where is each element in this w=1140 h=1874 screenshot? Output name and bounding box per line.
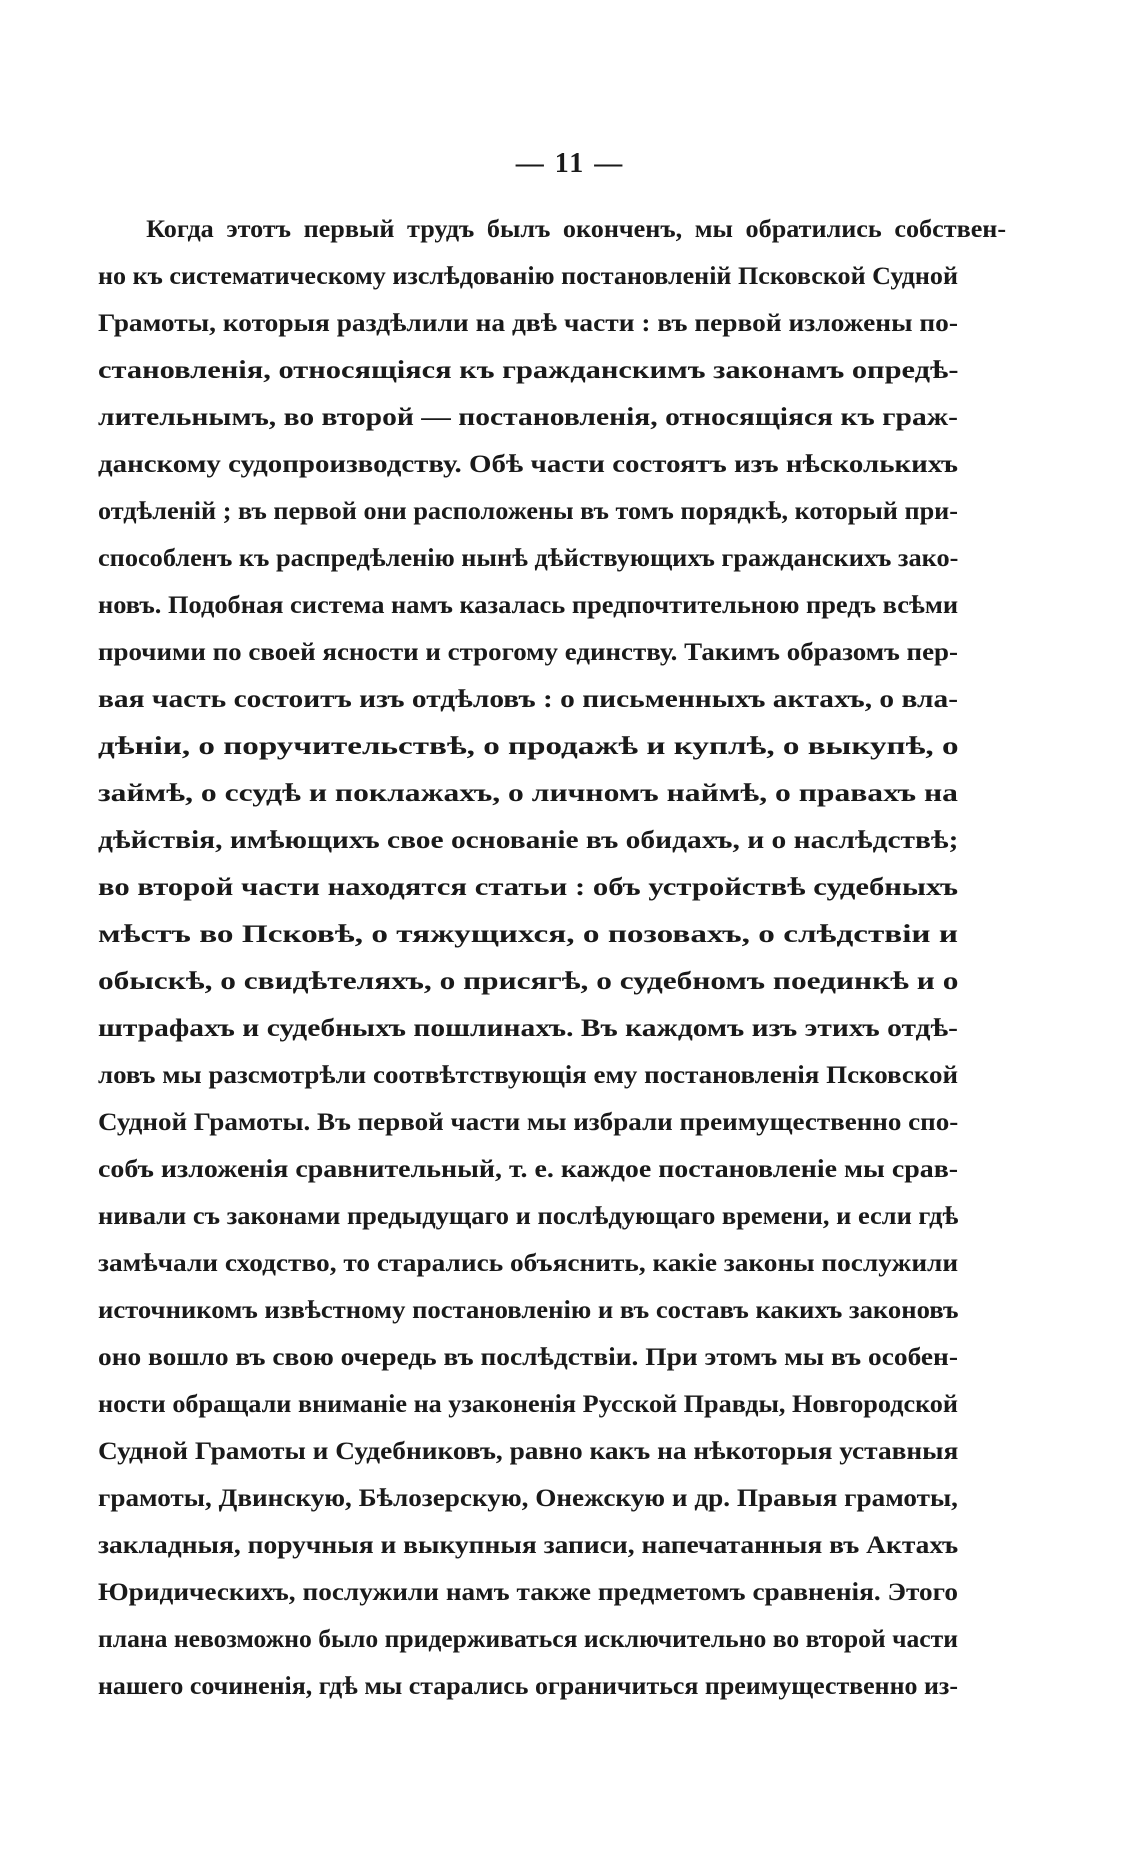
text-line: но къ систематическому изслѣдованію постановленій Псковской Судной — [98, 263, 958, 290]
text-line: источникомъ извѣстному постановленію и въ составъ какихъ законовъ — [98, 1297, 959, 1324]
text-line: плана невозможно было придерживаться исключительно во второй части — [98, 1626, 958, 1653]
text-line: прочими по своей ясности и строгому единству. Такимъ образомъ пер- — [98, 639, 959, 666]
text-line: во второй части находятся статьи : объ устройствѣ судебныхъ — [98, 874, 958, 901]
text-line: отдѣленій ; въ первой они расположены въ томъ порядкѣ, который при- — [98, 498, 959, 525]
text-line: Судной Грамоты и Судебниковъ, равно какъ на нѣкоторыя уставныя — [98, 1438, 959, 1465]
text-line: новъ. Подобная система намъ казалась предпочтительною предъ всѣми — [98, 592, 959, 619]
text-line: лительнымъ, во второй — постановленія, относящіяся къ граж- — [98, 404, 958, 431]
text-line: мѣстъ во Псковѣ, о тяжущихся, о позовахъ, о слѣдствіи и — [98, 921, 959, 948]
text-line: Судной Грамоты. Въ первой части мы избрали преимущественно спо- — [98, 1109, 959, 1136]
page-number: — 11 — — [515, 148, 625, 179]
text-line: Грамоты, которыя раздѣлили на двѣ части : въ первой изложены по- — [98, 310, 958, 337]
text-line: нивали съ законами предыдущаго и послѣдующаго времени, и если гдѣ — [98, 1203, 959, 1230]
text-line: ловъ мы разсмотрѣли соотвѣтствующія ему постановленія Псковской — [98, 1062, 959, 1089]
text-line: ности обращали вниманіе на узаконенія Русской Правды, Новгородской — [98, 1391, 958, 1418]
text-line: Когда этотъ первый трудъ былъ оконченъ, мы обратились собствен- — [146, 216, 1007, 243]
text-line: штрафахъ и судебныхъ пошлинахъ. Въ каждомъ изъ этихъ отдѣ- — [98, 1015, 959, 1042]
text-line: дѣніи, о поручительствѣ, о продажѣ и куплѣ, о выкупѣ, о — [98, 733, 959, 760]
text-line: займѣ, о ссудѣ и поклажахъ, о личномъ наймѣ, о правахъ на — [98, 780, 958, 807]
text-line: обыскѣ, о свидѣтеляхъ, о присягѣ, о судебномъ поединкѣ и о — [98, 968, 959, 995]
text-line: замѣчали сходство, то старались объяснить, какіе законы послужили — [98, 1250, 959, 1277]
text-line: дѣйствія, имѣющихъ свое основаніе въ обидахъ, и о наслѣдствѣ; — [98, 827, 959, 854]
text-line: становленія, относящіяся къ гражданскимъ законамъ опредѣ- — [98, 357, 959, 384]
text-line: нашего сочиненія, гдѣ мы старались ограничиться преимущественно из- — [98, 1673, 958, 1700]
text-line: грамоты, Двинскую, Бѣлозерскую, Онежскую и др. Правыя грамоты, — [98, 1485, 958, 1512]
text-line: вая часть состоитъ изъ отдѣловъ : о письменныхъ актахъ, о вла- — [98, 686, 959, 713]
body-text — [98, 206, 1007, 1710]
text-line: собъ изложенія сравнительный, т. е. каждое постановленіе мы срав- — [98, 1156, 959, 1183]
text-line: Юридическихъ, послужили намъ также предметомъ сравненія. Этого — [98, 1579, 959, 1606]
text-line: данскому судопроизводству. Обѣ части состоятъ изъ нѣсколькихъ — [98, 451, 958, 478]
text-line: оно вошло въ свою очередь въ послѣдствіи. При этомъ мы въ особен- — [98, 1344, 958, 1371]
text-line: закладныя, поручныя и выкупныя записи, напечатанныя въ Актахъ — [98, 1532, 959, 1559]
text-line: способленъ къ распредѣленію нынѣ дѣйствующихъ гражданскихъ зако- — [98, 545, 959, 572]
